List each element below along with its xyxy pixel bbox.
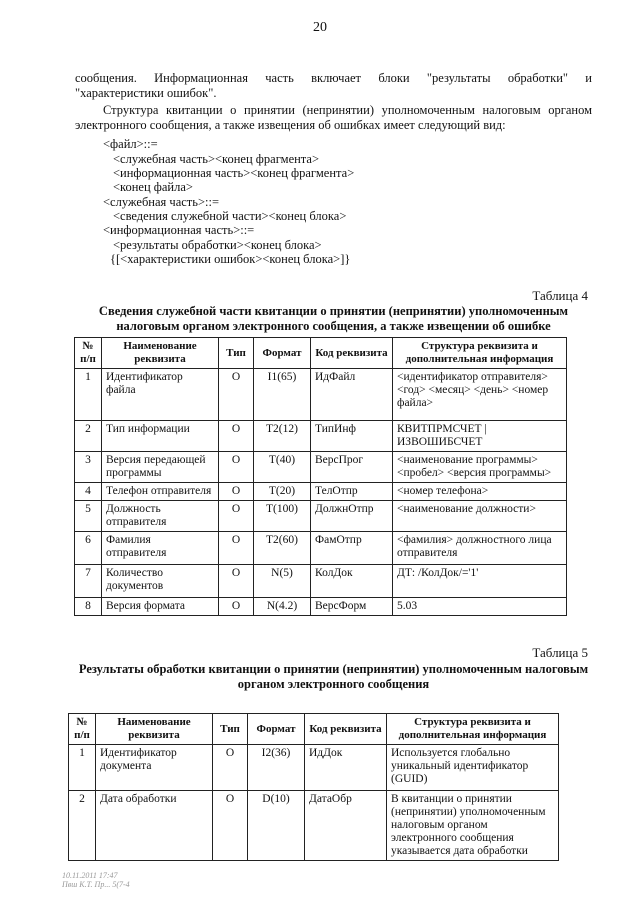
cell-structure: <фамилия> должностного лица отправителя: [393, 532, 567, 565]
table-header-row: [69, 714, 559, 745]
cell-code: ТелОтпр: [311, 483, 393, 501]
cell-type: О: [219, 421, 254, 452]
cell-structure: Используется глобально уникальный идентификатор (GUID): [387, 745, 559, 791]
cell-name: Тип информации: [102, 421, 219, 452]
table-row: [75, 369, 567, 421]
cell-format: T(20): [254, 483, 311, 501]
footer-line: Пвш К.Т. Пр... 5(7-4: [62, 880, 130, 889]
table-header-row: [75, 338, 567, 369]
cell-structure: <номер телефона>: [393, 483, 567, 501]
cell-format: T2(60): [254, 532, 311, 565]
cell-number: 1: [75, 369, 102, 421]
cell-format: D(10): [248, 791, 305, 861]
cell-name: Идентификатор файла: [102, 369, 219, 421]
header-cell: № п/п: [75, 338, 102, 369]
header-cell: Код реквизита: [311, 338, 393, 369]
cell-code: ДолжнОтпр: [311, 501, 393, 532]
cell-number: 3: [75, 452, 102, 483]
cell-number: 2: [75, 421, 102, 452]
cell-structure: <наименование должности>: [393, 501, 567, 532]
cell-structure: <наименование программы> <пробел> <версия программы>: [393, 452, 567, 483]
grammar-line: {[<характеристики ошибок><конец блока>]}: [110, 252, 351, 266]
grammar-line: <информационная часть><конец фрагмента>: [113, 166, 355, 180]
table-4-label: Таблица 4: [532, 288, 588, 303]
table-4-caption: Сведения служебной части квитанции о принятии (непринятии) уполномоченным налоговым органом электронного сообщения, а также извещении об ошибке: [98, 304, 569, 333]
cell-format: I2(36): [248, 745, 305, 791]
cell-number: 7: [75, 565, 102, 598]
cell-structure: ДТ: /КолДок/='1': [393, 565, 567, 598]
header-cell: Структура реквизита и дополнительная информация: [393, 338, 567, 369]
cell-type: О: [219, 501, 254, 532]
cell-format: T(40): [254, 452, 311, 483]
scan-footer: [62, 871, 130, 889]
table-5-label: Таблица 5: [532, 645, 588, 660]
header-cell: Тип: [219, 338, 254, 369]
cell-code: КолДок: [311, 565, 393, 598]
table-row: [75, 452, 567, 483]
table-row: [69, 791, 559, 861]
intro-paragraph-1: сообщения. Информационная часть включает блоки "результаты обработки" и: [75, 71, 592, 85]
cell-type: О: [219, 483, 254, 501]
cell-type: О: [213, 791, 248, 861]
cell-number: 6: [75, 532, 102, 565]
grammar-line: <сведения служебной части><конец блока>: [113, 209, 347, 223]
cell-code: ИдФайл: [311, 369, 393, 421]
cell-name: Версия передающей программы: [102, 452, 219, 483]
cell-code: ВерсПрог: [311, 452, 393, 483]
table-4: [74, 337, 567, 616]
table-row: [75, 598, 567, 616]
header-cell: Наименование реквизита: [102, 338, 219, 369]
grammar-line: <служебная часть>::=: [103, 195, 220, 209]
grammar-line: <конец файла>: [113, 180, 193, 194]
header-cell: Код реквизита: [305, 714, 387, 745]
cell-structure: КВИТПРМСЧЕТ | ИЗВОШИБСЧЕТ: [393, 421, 567, 452]
cell-format: T(100): [254, 501, 311, 532]
table-row: [75, 532, 567, 565]
cell-code: ДатаОбр: [305, 791, 387, 861]
cell-number: 5: [75, 501, 102, 532]
header-cell: Тип: [213, 714, 248, 745]
footer-line: 10.11.2011 17:47: [62, 871, 118, 880]
grammar-line: <служебная часть><конец фрагмента>: [113, 152, 320, 166]
cell-structure: 5.03: [393, 598, 567, 616]
cell-number: 2: [69, 791, 96, 861]
cell-code: ИдДок: [305, 745, 387, 791]
table-row: [75, 565, 567, 598]
cell-name: Дата обработки: [96, 791, 213, 861]
cell-code: ВерсФорм: [311, 598, 393, 616]
intro-paragraph-1-end: "характеристики ошибок".: [75, 86, 217, 100]
grammar-line: <информационная часть>::=: [103, 223, 255, 237]
intro-paragraph-2: Структура квитанции о принятии (непринятии) уполномоченным налоговым органом электронного сообщения, а также извещения об ошибках имеет следующий вид:: [75, 103, 592, 132]
cell-name: Количество документов: [102, 565, 219, 598]
cell-type: О: [219, 598, 254, 616]
cell-type: О: [219, 452, 254, 483]
page-number: 20: [313, 20, 327, 35]
cell-format: N(5): [254, 565, 311, 598]
table-row: [69, 745, 559, 791]
table-row: [75, 421, 567, 452]
cell-code: ТипИнф: [311, 421, 393, 452]
table-row: [75, 483, 567, 501]
cell-type: О: [219, 565, 254, 598]
cell-name: Должность отправителя: [102, 501, 219, 532]
cell-number: 8: [75, 598, 102, 616]
grammar-line: <файл>::=: [103, 137, 158, 151]
cell-type: О: [219, 369, 254, 421]
header-cell: Формат: [248, 714, 305, 745]
cell-name: Версия формата: [102, 598, 219, 616]
table-5-caption: Результаты обработки квитанции о принятии (непринятии) уполномоченным налоговым органом электронного сообщения: [78, 662, 589, 691]
header-cell: Формат: [254, 338, 311, 369]
cell-name: Телефон отправителя: [102, 483, 219, 501]
cell-format: T2(12): [254, 421, 311, 452]
cell-code: ФамОтпр: [311, 532, 393, 565]
cell-name: Фамилия отправителя: [102, 532, 219, 565]
header-cell: № п/п: [69, 714, 96, 745]
cell-format: N(4.2): [254, 598, 311, 616]
cell-type: О: [213, 745, 248, 791]
cell-type: О: [219, 532, 254, 565]
grammar-line: <результаты обработки><конец блока>: [113, 238, 322, 252]
cell-structure: В квитанции о принятии (непринятии) уполномоченным налоговым органом электронного сообщения указывается дата обработки: [387, 791, 559, 861]
cell-number: 1: [69, 745, 96, 791]
cell-format: I1(65): [254, 369, 311, 421]
cell-number: 4: [75, 483, 102, 501]
header-cell: Наименование реквизита: [96, 714, 213, 745]
table-5: [68, 713, 559, 861]
header-cell: Структура реквизита и дополнительная информация: [387, 714, 559, 745]
table-row: [75, 501, 567, 532]
cell-name: Идентификатор документа: [96, 745, 213, 791]
cell-structure: <идентификатор отправителя> <год> <месяц> <день> <номер файла>: [393, 369, 567, 421]
